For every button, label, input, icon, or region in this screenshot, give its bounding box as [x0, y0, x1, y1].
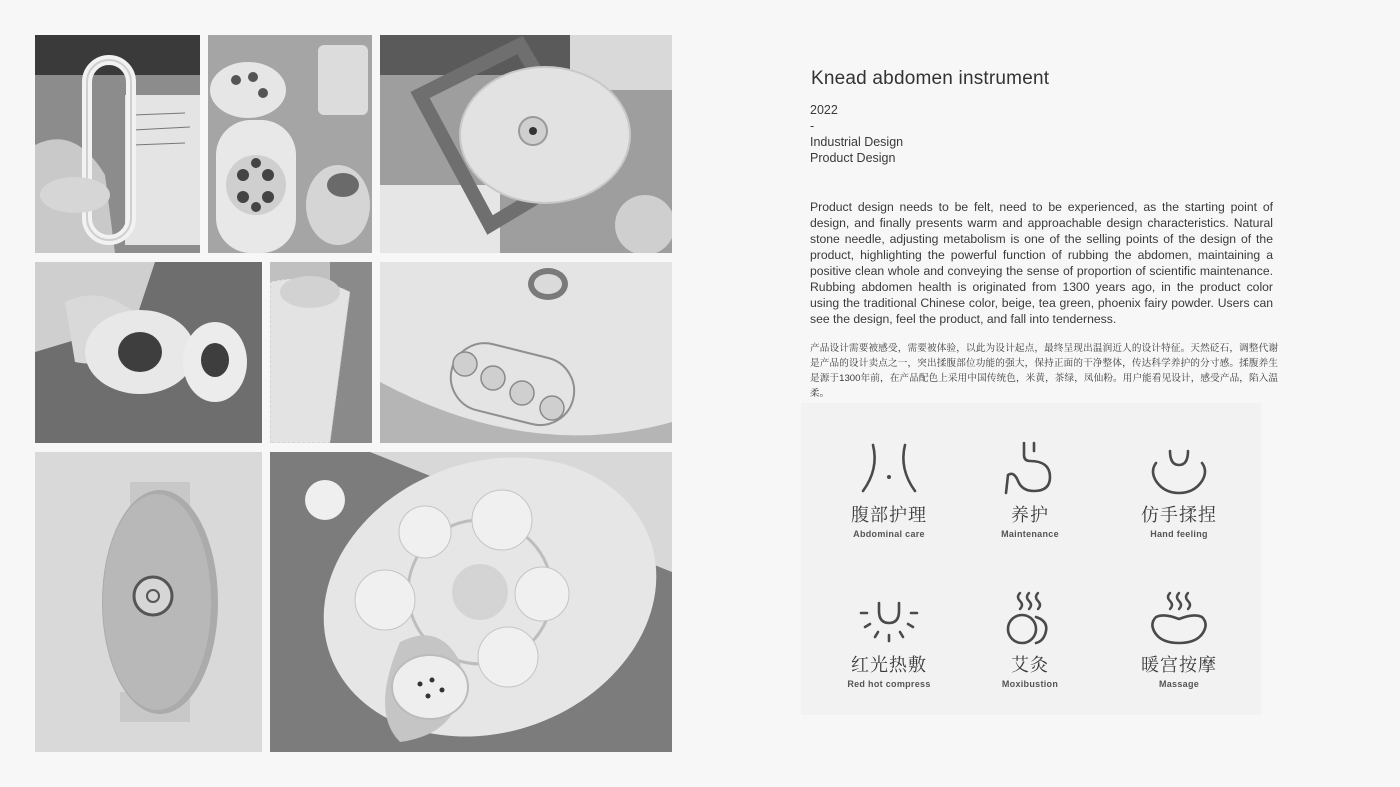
feature-label-en: Massage [1158, 679, 1200, 689]
feature-label-zh: 腹部护理 [851, 505, 927, 525]
kneading-bowl-icon [1148, 447, 1210, 495]
project-meta [810, 102, 1274, 166]
description-english: Product design needs to be felt, need to be experienced, as the starting point of design, and finally presents warm and approachable design characteristics. Natural stone needle, adjusting metabolism is one of the selling points of the design of the product, highlighting the powerful function of rubbing the abdomen, maintaining a positive clean whole and conveying the sense of proportion of scientific maintenance. Rubbing abdomen health is originated from 1300 years ago, in the product color using the traditional Chinese color, beige, tea green, phoenix fairy powder. Users can see the design, feel the product, and fall into tenderness. [810, 200, 1273, 326]
project-year: 2022 [810, 103, 838, 117]
feature-label-zh: 暖宫按摩 [1141, 655, 1217, 675]
device-in-frame-photo [380, 35, 672, 253]
massage-balls-photo [270, 452, 672, 752]
category-product-design: Product Design [810, 151, 896, 165]
feature-panel [801, 403, 1261, 715]
page-title: Knead abdomen instrument [811, 68, 1050, 89]
feature-maintenance [960, 439, 1100, 539]
feature-label-en: Red hot compress [847, 679, 931, 689]
feature-label-en: Moxibustion [1001, 679, 1059, 689]
red-light-icon [857, 599, 921, 645]
feature-hand-feeling [1109, 439, 1249, 539]
feature-label-zh: 艾灸 [1011, 655, 1049, 675]
feature-label-zh: 仿手揉捏 [1141, 505, 1217, 525]
feature-moxibustion [960, 589, 1100, 689]
feature-label-en: Abdominal care [853, 529, 925, 539]
textured-strap-photo [270, 262, 372, 443]
feature-label-zh: 红光热敷 [851, 655, 927, 675]
device-top-view-photo [35, 452, 262, 752]
warm-massage-icon [1148, 591, 1210, 645]
moxa-steam-icon [1002, 591, 1058, 645]
feature-massage [1109, 589, 1249, 689]
feature-label-en: Maintenance [1001, 529, 1059, 539]
feature-red-hot-compress [819, 589, 959, 689]
stomach-icon [1000, 441, 1060, 495]
ring-parts-photo [35, 262, 262, 443]
feature-label-zh: 养护 [1011, 505, 1049, 525]
feature-label-en: Hand feeling [1150, 529, 1208, 539]
waist-icon [859, 443, 919, 495]
category-industrial-design: Industrial Design [810, 135, 904, 149]
description-chinese: 产品设计需要被感受，需要被体验，以此为设计起点，最终呈现出温润近人的设计特征。天然砭石，调整代谢是产品的设计卖点之一，突出揉腹部位功能的强大，保持正面的干净整体，传达科学养护的分寸感。揉腹养生是源于1300年前，在产品配色上采用中国传统色，米黄，茶绿，凤仙粉。用户能看见设计，感受产品，陷入温柔。 [810, 343, 1278, 399]
workbench-parts-photo [208, 35, 372, 253]
project-info [810, 68, 1274, 166]
device-buttons-photo [380, 262, 672, 443]
meta-separator: - [810, 119, 815, 133]
prototype-frame-photo [35, 35, 200, 253]
feature-abdominal-care [819, 439, 959, 539]
